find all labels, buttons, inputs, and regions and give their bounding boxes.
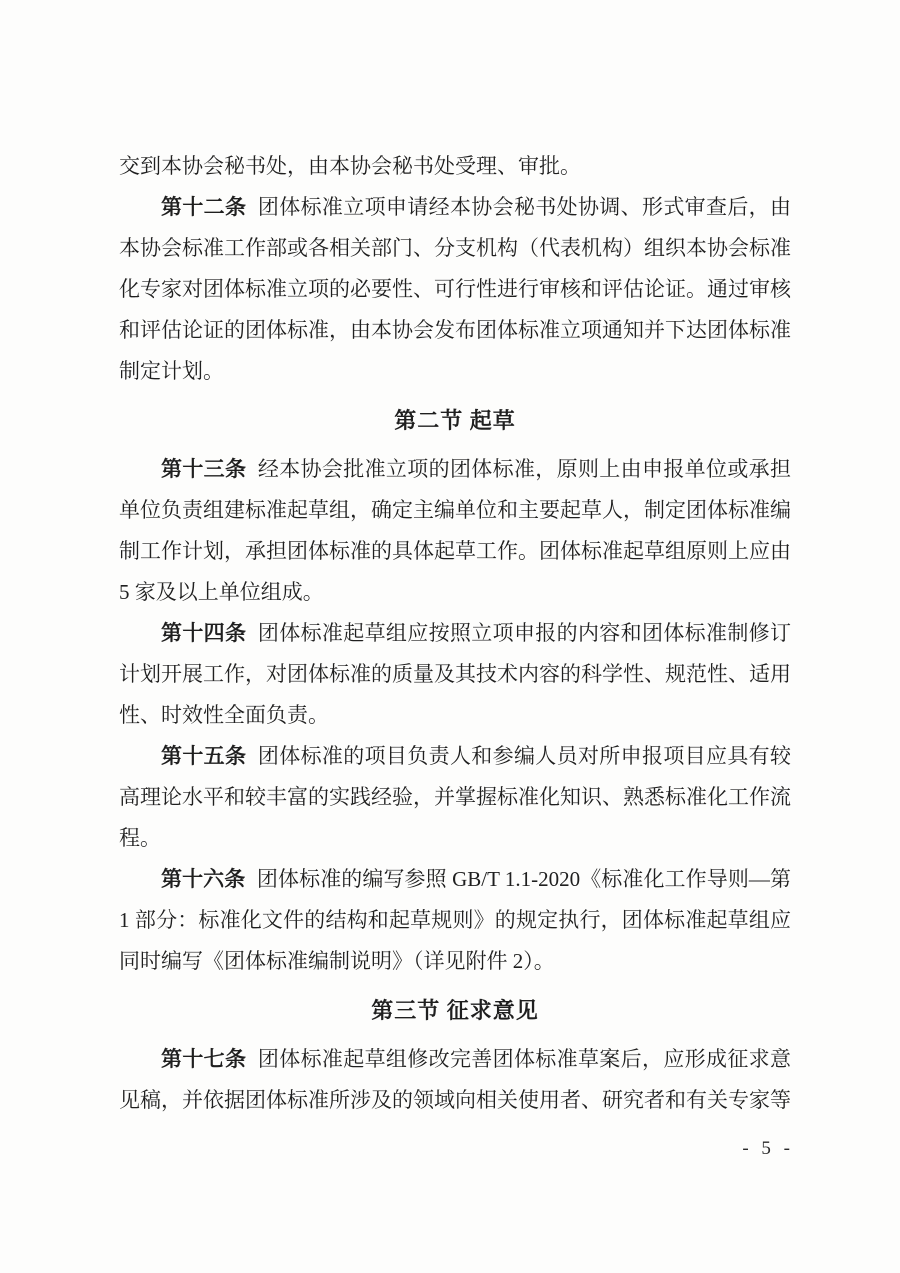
page-number: - 5 - [742, 1138, 794, 1159]
paragraph-article-16 [119, 859, 791, 982]
paragraph-article-15 [119, 736, 791, 859]
paragraph-text: 经本协会批准立项的团体标准，原则上由申报单位或承担单位负责组建标准起草组，确定主编单位和主要起草人，制定团体标准编制工作计划，承担团体标准的具体起草工作。团体标准起草组原则上应由 5 家及以上单位组成。 [119, 457, 792, 604]
document-content [119, 146, 791, 1121]
article-label: 第十二条 [161, 195, 247, 219]
article-label: 第十四条 [161, 621, 247, 645]
article-label: 第十七条 [161, 1047, 247, 1071]
paragraph-text: 团体标准起草组应按照立项申报的内容和团体标准制修订计划开展工作，对团体标准的质量及其技术内容的科学性、规范性、适用性、时效性全面负责。 [119, 621, 792, 727]
article-label: 第十三条 [161, 457, 247, 481]
paragraph-continuation [119, 146, 791, 187]
section-heading-draft: 第二节 起草 [394, 408, 516, 433]
paragraph-article-14 [119, 613, 791, 736]
paragraph-text: 团体标准起草组修改完善团体标准草案后，应形成征求意见稿，并依据团体标准所涉及的领域向相关使用者、研究者和有关专家等 [119, 1047, 792, 1112]
paragraph-article-17 [119, 1039, 791, 1121]
article-label: 第十五条 [161, 744, 247, 768]
paragraph-article-13 [119, 449, 791, 613]
paragraph-text: 团体标准的编写参照 GB/T 1.1-2020《标准化工作导则—第 1 部分：标准化文件的结构和起草规则》的规定执行，团体标准起草组应同时编写《团体标准编制说明》（详见附件 2）。 [119, 867, 792, 973]
paragraph-text: 团体标准的项目负责人和参编人员对所申报项目应具有较高理论水平和较丰富的实践经验，并掌握标准化知识、熟悉标准化工作流程。 [119, 744, 792, 850]
article-label: 第十六条 [161, 867, 246, 891]
section-heading-comment-solicitation: 第三节 征求意见 [371, 998, 539, 1023]
paragraph-text: 交到本协会秘书处，由本协会秘书处受理、审批。 [119, 154, 581, 178]
paragraph-article-12 [119, 187, 791, 392]
paragraph-text: 团体标准立项申请经本协会秘书处协调、形式审查后，由本协会标准工作部或各相关部门、分支机构（代表机构）组织本协会标准化专家对团体标准立项的必要性、可行性进行审核和评估论证。通过审核和评估论证的团体标准，由本协会发布团体标准立项通知并下达团体标准制定计划。 [119, 195, 792, 383]
